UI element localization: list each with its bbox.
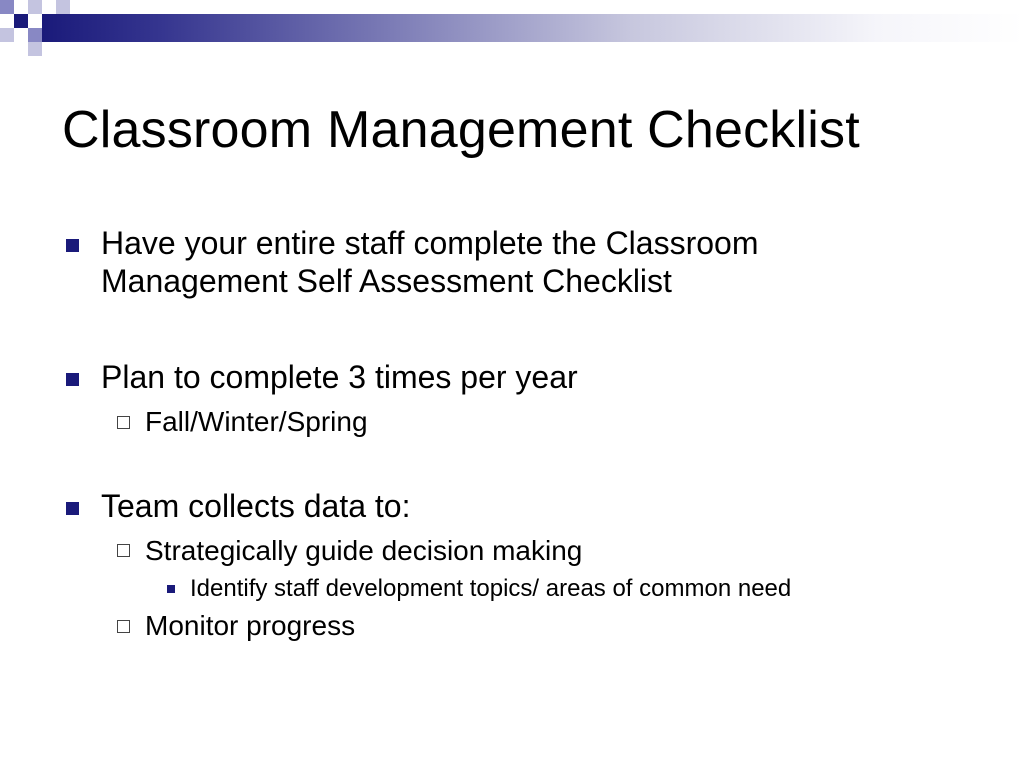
slide-title: Classroom Management Checklist xyxy=(62,101,860,159)
bullet-square-icon xyxy=(66,502,79,515)
bullet-square-icon xyxy=(66,239,79,252)
decor-square xyxy=(0,0,14,14)
decor-square xyxy=(28,28,42,42)
small-square-bullet-icon xyxy=(167,585,175,593)
sub-sub-bullet-text: Identify staff development topics/ areas of common need xyxy=(190,575,792,602)
decor-square xyxy=(14,42,28,56)
checkbox-bullet-icon xyxy=(117,620,130,633)
decor-square xyxy=(28,0,42,14)
decor-square xyxy=(14,14,28,28)
bullet-text: Plan to complete 3 times per year xyxy=(101,359,578,395)
decor-square xyxy=(56,0,70,14)
checkbox-bullet-icon xyxy=(117,544,130,557)
sub-bullet-text: Fall/Winter/Spring xyxy=(145,406,368,437)
checkbox-bullet-icon xyxy=(117,416,130,429)
bullet-text: Team collects data to: xyxy=(101,488,411,524)
decor-square xyxy=(28,42,42,56)
sub-bullet-text: Monitor progress xyxy=(145,610,356,641)
bullet-square-icon xyxy=(66,373,79,386)
bullet-text-line: Management Self Assessment Checklist xyxy=(101,263,672,299)
decor-square xyxy=(0,28,14,42)
sub-bullet-text: Strategically guide decision making xyxy=(145,535,583,566)
header-gradient-bar xyxy=(42,14,1024,42)
header-decoration xyxy=(0,0,1024,62)
bullet-text-line: Have your entire staff complete the Classroom xyxy=(101,225,759,261)
